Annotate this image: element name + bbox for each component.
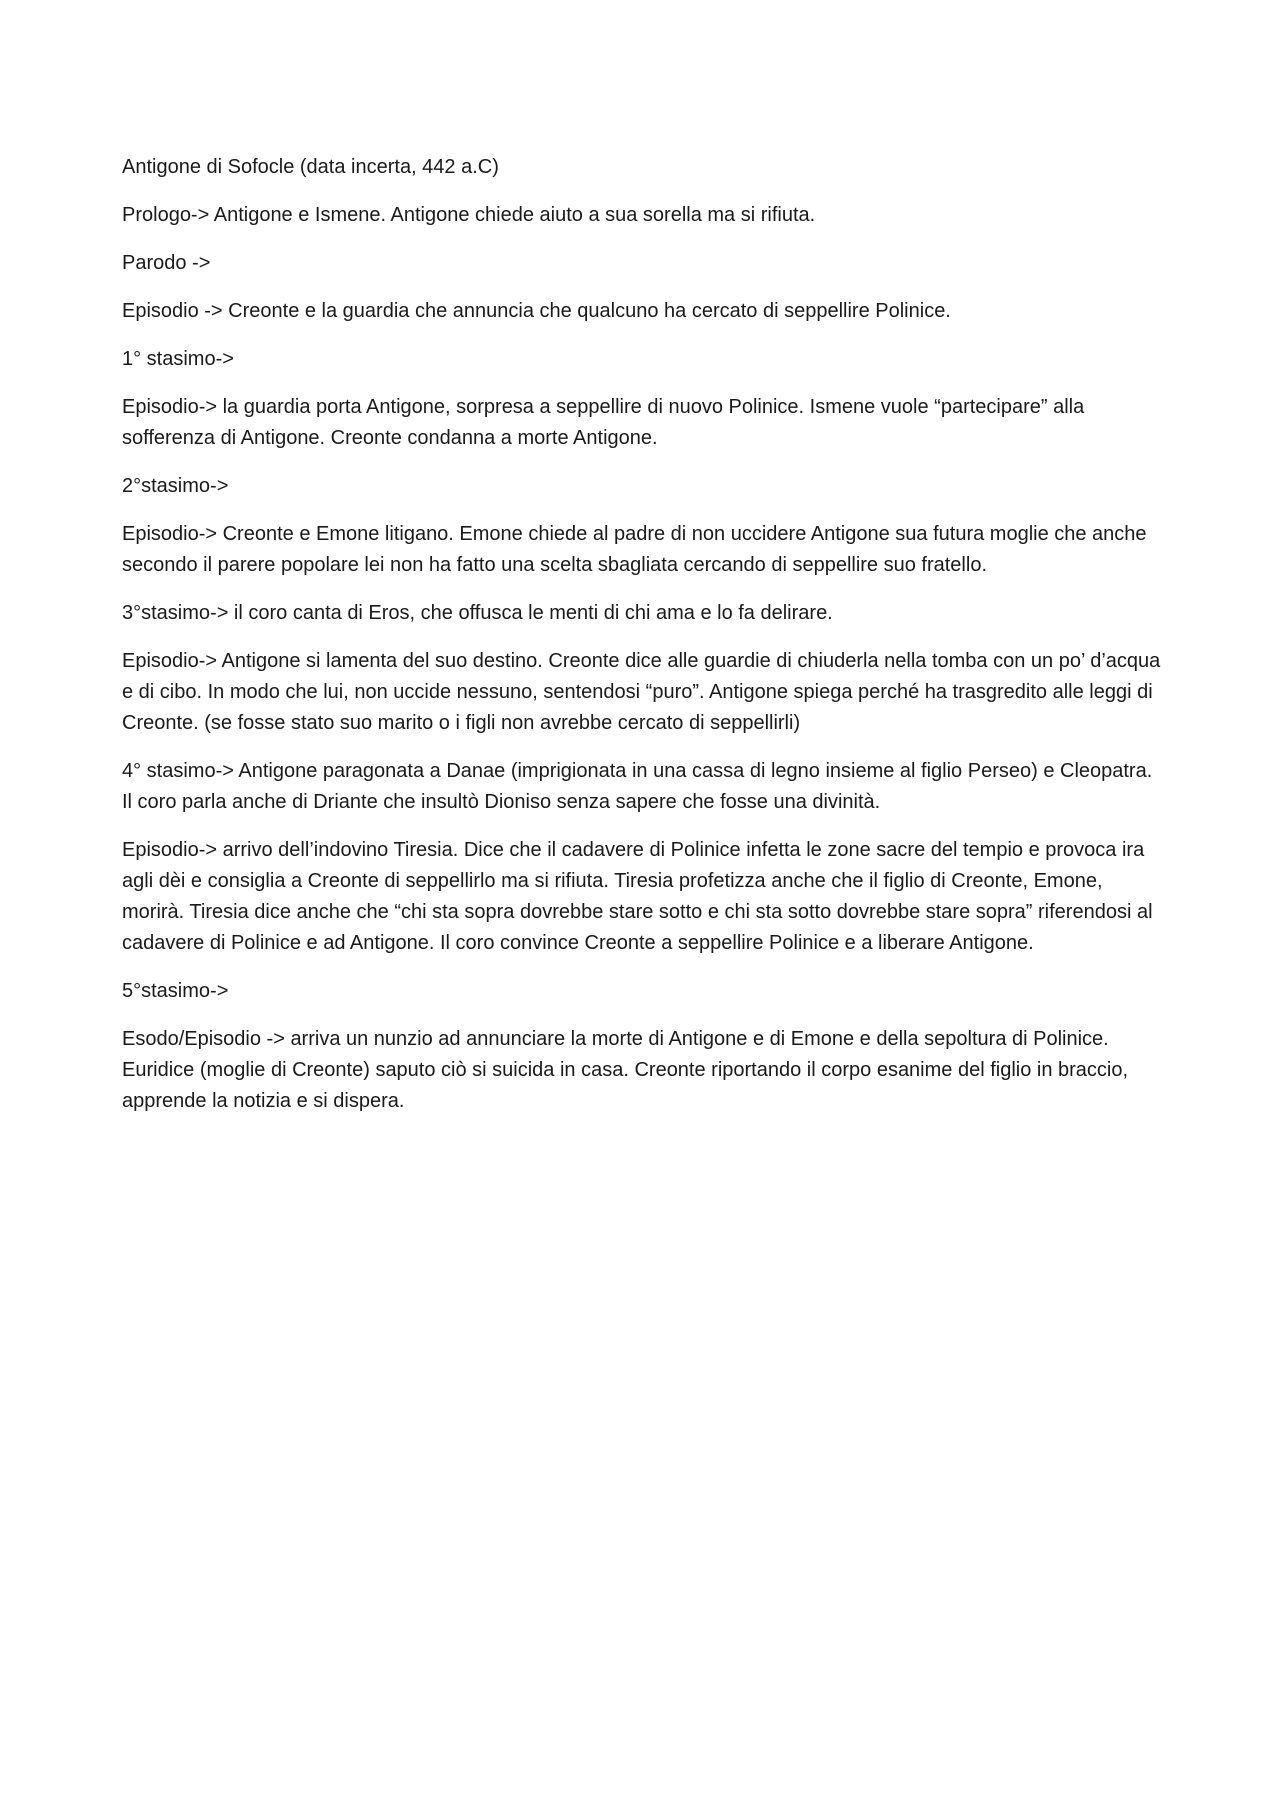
paragraph-esodo: Esodo/Episodio -> arriva un nunzio ad annunciare la morte di Antigone e di Emone e della sepoltura di Polinice. Euridice (moglie di Creonte) saputo ciò si suicida in casa. Creonte riportando il corpo esanime del figlio in braccio, apprende la notizia e si dispera. bbox=[122, 1028, 1129, 1112]
paragraph-episodio-3: Episodio-> Creonte e Emone litigano. Emone chiede al padre di non uccidere Antigone sua futura moglie che anche secondo il parere popolare lei non ha fatto una scelta sbagliata cercando di seppellire suo fratello. bbox=[122, 523, 1147, 576]
paragraph-stasimo-4: 4° stasimo-> Antigone paragonata a Danae (imprigionata in una cassa di legno insieme al figlio Perseo) e Cleopatra. Il coro parla anche di Driante che insultò Dioniso senza sapere che fosse una divinità. bbox=[122, 760, 1153, 813]
paragraph-parodo: Parodo -> bbox=[122, 252, 211, 274]
paragraph-episodio-5: Episodio-> arrivo dell’indovino Tiresia. Dice che il cadavere di Polinice infetta le zone sacre del tempio e provoca ira agli dèi e consiglia a Creonte di seppellirlo ma si rifiuta. Tiresia profetizza anche che il figlio di Creonte, Emone, morirà. Tiresia dice anche che “chi sta sopra dovrebbe stare sotto e chi sta sotto dovrebbe stare sopra” riferendosi al cadavere di Polinice e ad Antigone. Il coro convince Creonte a seppellire Polinice e a liberare Antigone. bbox=[122, 839, 1153, 954]
document-title-line: Antigone di Sofocle (data incerta, 442 a.C) bbox=[122, 156, 499, 178]
document-body bbox=[122, 152, 1162, 1134]
paragraph-stasimo-2: 2°stasimo-> bbox=[122, 475, 229, 497]
paragraph-stasimo-5: 5°stasimo-> bbox=[122, 980, 229, 1002]
paragraph-episodio-4: Episodio-> Antigone si lamenta del suo destino. Creonte dice alle guardie di chiuderla nella tomba con un po’ d’acqua e di cibo. In modo che lui, non uccide nessuno, sentendosi “puro”. Antigone spiega perché ha trasgredito alle leggi di Creonte. (se fosse stato suo marito o i figli non avrebbe cercato di seppellirli) bbox=[122, 650, 1161, 734]
paragraph-episodio-1: Episodio -> Creonte e la guardia che annuncia che qualcuno ha cercato di seppellire Polinice. bbox=[122, 300, 951, 322]
paragraph-stasimo-1: 1° stasimo-> bbox=[122, 348, 234, 370]
paragraph-prologo: Prologo-> Antigone e Ismene. Antigone chiede aiuto a sua sorella ma si rifiuta. bbox=[122, 204, 816, 226]
paragraph-episodio-2: Episodio-> la guardia porta Antigone, sorpresa a seppellire di nuovo Polinice. Ismene vuole “partecipare” alla sofferenza di Antigone. Creonte condanna a morte Antigone. bbox=[122, 396, 1085, 449]
paragraph-stasimo-3: 3°stasimo-> il coro canta di Eros, che offusca le menti di chi ama e lo fa delirare. bbox=[122, 602, 833, 624]
